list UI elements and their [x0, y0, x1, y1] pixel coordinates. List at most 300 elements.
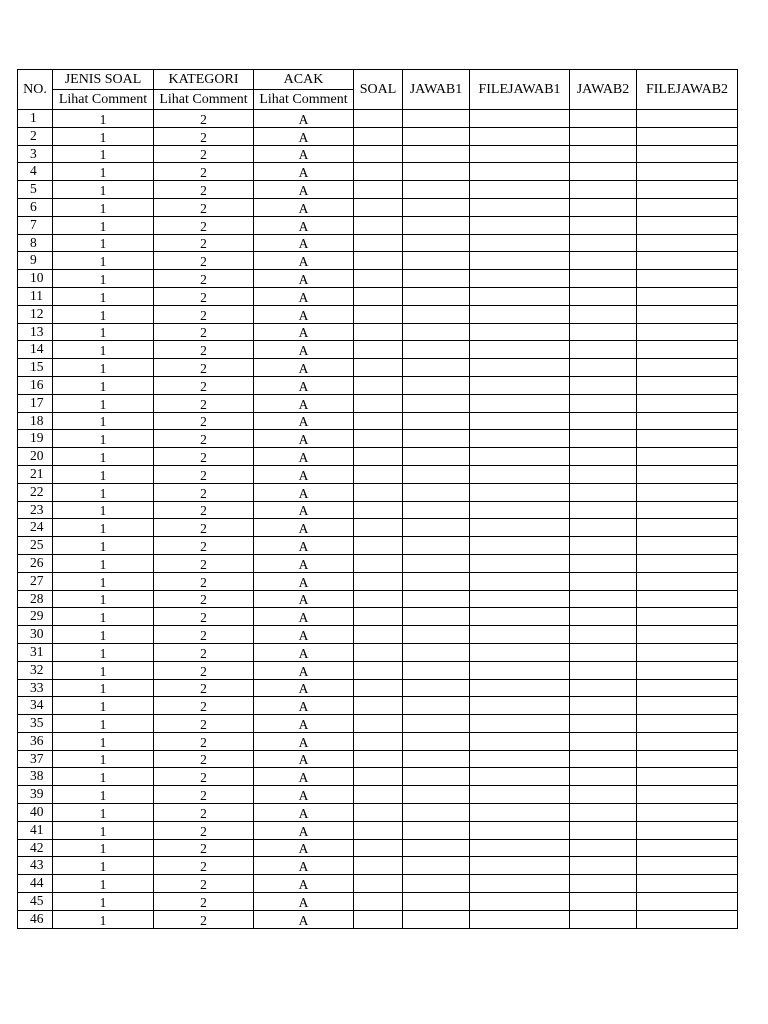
cell-filejawab2[interactable]	[637, 359, 738, 377]
cell-soal[interactable]	[354, 839, 403, 857]
cell-filejawab1[interactable]	[470, 679, 570, 697]
cell-jawab1[interactable]	[403, 359, 470, 377]
cell-jawab1[interactable]	[403, 697, 470, 715]
cell-jawab2[interactable]	[570, 750, 637, 768]
cell-acak[interactable]: A	[254, 448, 354, 466]
cell-jenis-soal[interactable]: 1	[53, 323, 154, 341]
cell-acak[interactable]: A	[254, 465, 354, 483]
cell-jawab2[interactable]	[570, 732, 637, 750]
cell-jawab1[interactable]	[403, 110, 470, 128]
cell-acak[interactable]: A	[254, 341, 354, 359]
cell-soal[interactable]	[354, 554, 403, 572]
cell-filejawab2[interactable]	[637, 181, 738, 199]
cell-jawab2[interactable]	[570, 501, 637, 519]
cell-acak[interactable]: A	[254, 323, 354, 341]
cell-acak[interactable]: A	[254, 554, 354, 572]
cell-jawab2[interactable]	[570, 483, 637, 501]
cell-jenis-soal[interactable]: 1	[53, 590, 154, 608]
cell-acak[interactable]: A	[254, 127, 354, 145]
cell-jawab2[interactable]	[570, 145, 637, 163]
cell-acak[interactable]: A	[254, 198, 354, 216]
cell-jawab2[interactable]	[570, 768, 637, 786]
cell-filejawab2[interactable]	[637, 483, 738, 501]
cell-filejawab2[interactable]	[637, 430, 738, 448]
cell-no[interactable]: 36	[18, 732, 53, 750]
cell-acak[interactable]: A	[254, 910, 354, 928]
cell-filejawab1[interactable]	[470, 839, 570, 857]
cell-no[interactable]: 46	[18, 910, 53, 928]
cell-jenis-soal[interactable]: 1	[53, 857, 154, 875]
cell-soal[interactable]	[354, 394, 403, 412]
cell-soal[interactable]	[354, 181, 403, 199]
cell-soal[interactable]	[354, 679, 403, 697]
cell-filejawab2[interactable]	[637, 875, 738, 893]
cell-filejawab2[interactable]	[637, 198, 738, 216]
cell-acak[interactable]: A	[254, 768, 354, 786]
cell-jenis-soal[interactable]: 1	[53, 893, 154, 911]
cell-soal[interactable]	[354, 359, 403, 377]
cell-no[interactable]: 33	[18, 679, 53, 697]
cell-jawab2[interactable]	[570, 448, 637, 466]
cell-filejawab2[interactable]	[637, 448, 738, 466]
cell-kategori[interactable]: 2	[154, 198, 254, 216]
cell-kategori[interactable]: 2	[154, 110, 254, 128]
cell-filejawab1[interactable]	[470, 252, 570, 270]
cell-filejawab1[interactable]	[470, 127, 570, 145]
cell-filejawab2[interactable]	[637, 715, 738, 733]
cell-jawab1[interactable]	[403, 323, 470, 341]
cell-kategori[interactable]: 2	[154, 519, 254, 537]
cell-soal[interactable]	[354, 572, 403, 590]
cell-acak[interactable]: A	[254, 661, 354, 679]
cell-filejawab1[interactable]	[470, 786, 570, 804]
header-acak-comment[interactable]: Lihat Comment	[254, 90, 354, 110]
cell-jawab2[interactable]	[570, 198, 637, 216]
cell-kategori[interactable]: 2	[154, 341, 254, 359]
cell-filejawab2[interactable]	[637, 661, 738, 679]
cell-soal[interactable]	[354, 376, 403, 394]
cell-jawab1[interactable]	[403, 715, 470, 733]
cell-no[interactable]: 22	[18, 483, 53, 501]
cell-jawab2[interactable]	[570, 893, 637, 911]
cell-jenis-soal[interactable]: 1	[53, 875, 154, 893]
cell-filejawab2[interactable]	[637, 412, 738, 430]
cell-no[interactable]: 9	[18, 252, 53, 270]
cell-jenis-soal[interactable]: 1	[53, 198, 154, 216]
cell-jawab2[interactable]	[570, 697, 637, 715]
cell-filejawab1[interactable]	[470, 875, 570, 893]
cell-filejawab1[interactable]	[470, 715, 570, 733]
cell-no[interactable]: 10	[18, 270, 53, 288]
cell-jawab2[interactable]	[570, 305, 637, 323]
cell-soal[interactable]	[354, 323, 403, 341]
cell-acak[interactable]: A	[254, 537, 354, 555]
cell-filejawab2[interactable]	[637, 216, 738, 234]
cell-jawab2[interactable]	[570, 270, 637, 288]
cell-jawab1[interactable]	[403, 519, 470, 537]
cell-jawab1[interactable]	[403, 181, 470, 199]
cell-acak[interactable]: A	[254, 412, 354, 430]
cell-jawab1[interactable]	[403, 537, 470, 555]
cell-jenis-soal[interactable]: 1	[53, 697, 154, 715]
cell-no[interactable]: 20	[18, 448, 53, 466]
cell-filejawab1[interactable]	[470, 341, 570, 359]
cell-jenis-soal[interactable]: 1	[53, 465, 154, 483]
cell-kategori[interactable]: 2	[154, 181, 254, 199]
cell-jawab1[interactable]	[403, 127, 470, 145]
cell-jawab2[interactable]	[570, 910, 637, 928]
cell-filejawab2[interactable]	[637, 110, 738, 128]
cell-filejawab1[interactable]	[470, 412, 570, 430]
cell-jawab2[interactable]	[570, 590, 637, 608]
cell-no[interactable]: 28	[18, 590, 53, 608]
cell-soal[interactable]	[354, 287, 403, 305]
cell-acak[interactable]: A	[254, 697, 354, 715]
cell-jawab1[interactable]	[403, 821, 470, 839]
cell-acak[interactable]: A	[254, 376, 354, 394]
cell-acak[interactable]: A	[254, 287, 354, 305]
cell-jawab2[interactable]	[570, 679, 637, 697]
cell-no[interactable]: 34	[18, 697, 53, 715]
cell-filejawab1[interactable]	[470, 537, 570, 555]
cell-jawab1[interactable]	[403, 608, 470, 626]
cell-jenis-soal[interactable]: 1	[53, 270, 154, 288]
cell-jenis-soal[interactable]: 1	[53, 287, 154, 305]
cell-jawab1[interactable]	[403, 252, 470, 270]
cell-no[interactable]: 6	[18, 198, 53, 216]
cell-acak[interactable]: A	[254, 501, 354, 519]
cell-jawab1[interactable]	[403, 163, 470, 181]
cell-acak[interactable]: A	[254, 359, 354, 377]
cell-jawab2[interactable]	[570, 216, 637, 234]
cell-soal[interactable]	[354, 893, 403, 911]
cell-soal[interactable]	[354, 661, 403, 679]
cell-acak[interactable]: A	[254, 519, 354, 537]
cell-acak[interactable]: A	[254, 234, 354, 252]
cell-jawab1[interactable]	[403, 893, 470, 911]
cell-filejawab1[interactable]	[470, 430, 570, 448]
cell-jawab1[interactable]	[403, 750, 470, 768]
cell-kategori[interactable]: 2	[154, 661, 254, 679]
cell-jawab1[interactable]	[403, 572, 470, 590]
cell-filejawab2[interactable]	[637, 643, 738, 661]
cell-kategori[interactable]: 2	[154, 554, 254, 572]
cell-kategori[interactable]: 2	[154, 216, 254, 234]
cell-soal[interactable]	[354, 608, 403, 626]
cell-jenis-soal[interactable]: 1	[53, 359, 154, 377]
cell-jawab1[interactable]	[403, 554, 470, 572]
cell-kategori[interactable]: 2	[154, 572, 254, 590]
cell-filejawab1[interactable]	[470, 750, 570, 768]
cell-filejawab1[interactable]	[470, 893, 570, 911]
header-kategori-comment[interactable]: Lihat Comment	[154, 90, 254, 110]
cell-kategori[interactable]: 2	[154, 893, 254, 911]
cell-filejawab2[interactable]	[637, 697, 738, 715]
cell-jenis-soal[interactable]: 1	[53, 715, 154, 733]
cell-no[interactable]: 39	[18, 786, 53, 804]
cell-filejawab1[interactable]	[470, 519, 570, 537]
cell-jenis-soal[interactable]: 1	[53, 252, 154, 270]
cell-filejawab1[interactable]	[470, 305, 570, 323]
cell-jenis-soal[interactable]: 1	[53, 501, 154, 519]
cell-kategori[interactable]: 2	[154, 786, 254, 804]
cell-acak[interactable]: A	[254, 590, 354, 608]
cell-filejawab1[interactable]	[470, 376, 570, 394]
cell-filejawab2[interactable]	[637, 537, 738, 555]
cell-kategori[interactable]: 2	[154, 821, 254, 839]
cell-no[interactable]: 44	[18, 875, 53, 893]
cell-jenis-soal[interactable]: 1	[53, 679, 154, 697]
cell-acak[interactable]: A	[254, 216, 354, 234]
cell-filejawab2[interactable]	[637, 768, 738, 786]
cell-jawab2[interactable]	[570, 394, 637, 412]
cell-jawab1[interactable]	[403, 626, 470, 644]
cell-jawab1[interactable]	[403, 270, 470, 288]
cell-filejawab1[interactable]	[470, 910, 570, 928]
cell-jawab1[interactable]	[403, 643, 470, 661]
cell-soal[interactable]	[354, 430, 403, 448]
cell-no[interactable]: 30	[18, 626, 53, 644]
cell-no[interactable]: 15	[18, 359, 53, 377]
cell-soal[interactable]	[354, 537, 403, 555]
cell-filejawab1[interactable]	[470, 110, 570, 128]
cell-acak[interactable]: A	[254, 857, 354, 875]
cell-filejawab2[interactable]	[637, 519, 738, 537]
cell-kategori[interactable]: 2	[154, 750, 254, 768]
cell-jawab2[interactable]	[570, 110, 637, 128]
cell-acak[interactable]: A	[254, 252, 354, 270]
cell-no[interactable]: 43	[18, 857, 53, 875]
cell-filejawab1[interactable]	[470, 465, 570, 483]
cell-filejawab2[interactable]	[637, 786, 738, 804]
cell-jawab1[interactable]	[403, 839, 470, 857]
cell-jawab2[interactable]	[570, 287, 637, 305]
cell-kategori[interactable]: 2	[154, 287, 254, 305]
cell-soal[interactable]	[354, 732, 403, 750]
cell-jawab1[interactable]	[403, 376, 470, 394]
cell-acak[interactable]: A	[254, 732, 354, 750]
cell-jawab1[interactable]	[403, 305, 470, 323]
cell-kategori[interactable]: 2	[154, 697, 254, 715]
cell-jawab2[interactable]	[570, 857, 637, 875]
cell-jenis-soal[interactable]: 1	[53, 376, 154, 394]
cell-acak[interactable]: A	[254, 643, 354, 661]
cell-jenis-soal[interactable]: 1	[53, 910, 154, 928]
cell-soal[interactable]	[354, 857, 403, 875]
cell-no[interactable]: 1	[18, 110, 53, 128]
cell-filejawab2[interactable]	[637, 626, 738, 644]
cell-jawab1[interactable]	[403, 216, 470, 234]
cell-kategori[interactable]: 2	[154, 643, 254, 661]
cell-soal[interactable]	[354, 465, 403, 483]
cell-jawab2[interactable]	[570, 643, 637, 661]
cell-jenis-soal[interactable]: 1	[53, 412, 154, 430]
cell-jawab2[interactable]	[570, 341, 637, 359]
cell-filejawab2[interactable]	[637, 554, 738, 572]
cell-jawab2[interactable]	[570, 554, 637, 572]
cell-kategori[interactable]: 2	[154, 323, 254, 341]
cell-kategori[interactable]: 2	[154, 465, 254, 483]
cell-jawab1[interactable]	[403, 394, 470, 412]
cell-jawab2[interactable]	[570, 252, 637, 270]
cell-jenis-soal[interactable]: 1	[53, 181, 154, 199]
cell-no[interactable]: 7	[18, 216, 53, 234]
cell-jawab1[interactable]	[403, 661, 470, 679]
cell-kategori[interactable]: 2	[154, 305, 254, 323]
cell-filejawab2[interactable]	[637, 732, 738, 750]
cell-jenis-soal[interactable]: 1	[53, 839, 154, 857]
cell-jenis-soal[interactable]: 1	[53, 341, 154, 359]
cell-jenis-soal[interactable]: 1	[53, 110, 154, 128]
cell-filejawab1[interactable]	[470, 483, 570, 501]
cell-filejawab2[interactable]	[637, 590, 738, 608]
cell-filejawab2[interactable]	[637, 910, 738, 928]
cell-no[interactable]: 27	[18, 572, 53, 590]
cell-jawab2[interactable]	[570, 234, 637, 252]
cell-filejawab1[interactable]	[470, 448, 570, 466]
cell-jenis-soal[interactable]: 1	[53, 750, 154, 768]
header-jenis-soal-comment[interactable]: Lihat Comment	[53, 90, 154, 110]
cell-jawab2[interactable]	[570, 608, 637, 626]
cell-jenis-soal[interactable]: 1	[53, 305, 154, 323]
cell-kategori[interactable]: 2	[154, 910, 254, 928]
cell-no[interactable]: 35	[18, 715, 53, 733]
cell-jenis-soal[interactable]: 1	[53, 643, 154, 661]
cell-filejawab2[interactable]	[637, 287, 738, 305]
cell-filejawab1[interactable]	[470, 732, 570, 750]
cell-filejawab2[interactable]	[637, 252, 738, 270]
cell-kategori[interactable]: 2	[154, 537, 254, 555]
cell-no[interactable]: 45	[18, 893, 53, 911]
cell-jawab1[interactable]	[403, 590, 470, 608]
cell-filejawab1[interactable]	[470, 554, 570, 572]
cell-filejawab2[interactable]	[637, 804, 738, 822]
cell-no[interactable]: 17	[18, 394, 53, 412]
cell-jenis-soal[interactable]: 1	[53, 163, 154, 181]
cell-no[interactable]: 18	[18, 412, 53, 430]
cell-kategori[interactable]: 2	[154, 590, 254, 608]
cell-no[interactable]: 12	[18, 305, 53, 323]
cell-jawab1[interactable]	[403, 430, 470, 448]
cell-filejawab2[interactable]	[637, 163, 738, 181]
cell-filejawab2[interactable]	[637, 679, 738, 697]
cell-kategori[interactable]: 2	[154, 804, 254, 822]
cell-acak[interactable]: A	[254, 786, 354, 804]
cell-jawab2[interactable]	[570, 875, 637, 893]
cell-filejawab2[interactable]	[637, 145, 738, 163]
cell-no[interactable]: 42	[18, 839, 53, 857]
cell-filejawab1[interactable]	[470, 768, 570, 786]
cell-filejawab2[interactable]	[637, 750, 738, 768]
cell-soal[interactable]	[354, 412, 403, 430]
cell-jenis-soal[interactable]: 1	[53, 234, 154, 252]
cell-filejawab1[interactable]	[470, 287, 570, 305]
cell-soal[interactable]	[354, 234, 403, 252]
cell-no[interactable]: 38	[18, 768, 53, 786]
cell-no[interactable]: 11	[18, 287, 53, 305]
cell-jawab2[interactable]	[570, 323, 637, 341]
cell-filejawab2[interactable]	[637, 323, 738, 341]
cell-jawab2[interactable]	[570, 163, 637, 181]
cell-filejawab1[interactable]	[470, 198, 570, 216]
cell-soal[interactable]	[354, 270, 403, 288]
cell-jawab2[interactable]	[570, 572, 637, 590]
cell-jawab1[interactable]	[403, 341, 470, 359]
cell-soal[interactable]	[354, 252, 403, 270]
cell-filejawab1[interactable]	[470, 821, 570, 839]
cell-acak[interactable]: A	[254, 626, 354, 644]
cell-jenis-soal[interactable]: 1	[53, 537, 154, 555]
cell-filejawab1[interactable]	[470, 394, 570, 412]
cell-jenis-soal[interactable]: 1	[53, 519, 154, 537]
cell-filejawab2[interactable]	[637, 893, 738, 911]
cell-filejawab1[interactable]	[470, 359, 570, 377]
cell-jenis-soal[interactable]: 1	[53, 554, 154, 572]
cell-jenis-soal[interactable]: 1	[53, 786, 154, 804]
cell-kategori[interactable]: 2	[154, 501, 254, 519]
cell-filejawab2[interactable]	[637, 305, 738, 323]
cell-filejawab2[interactable]	[637, 821, 738, 839]
cell-jawab2[interactable]	[570, 412, 637, 430]
cell-jenis-soal[interactable]: 1	[53, 145, 154, 163]
cell-jawab2[interactable]	[570, 465, 637, 483]
cell-no[interactable]: 5	[18, 181, 53, 199]
cell-acak[interactable]: A	[254, 875, 354, 893]
cell-kategori[interactable]: 2	[154, 359, 254, 377]
cell-soal[interactable]	[354, 643, 403, 661]
cell-jenis-soal[interactable]: 1	[53, 732, 154, 750]
cell-soal[interactable]	[354, 127, 403, 145]
cell-filejawab2[interactable]	[637, 341, 738, 359]
cell-jenis-soal[interactable]: 1	[53, 821, 154, 839]
cell-soal[interactable]	[354, 198, 403, 216]
cell-jawab2[interactable]	[570, 804, 637, 822]
cell-soal[interactable]	[354, 145, 403, 163]
cell-kategori[interactable]: 2	[154, 626, 254, 644]
cell-acak[interactable]: A	[254, 110, 354, 128]
cell-acak[interactable]: A	[254, 804, 354, 822]
cell-soal[interactable]	[354, 821, 403, 839]
cell-kategori[interactable]: 2	[154, 234, 254, 252]
cell-filejawab1[interactable]	[470, 804, 570, 822]
cell-acak[interactable]: A	[254, 839, 354, 857]
cell-jawab2[interactable]	[570, 821, 637, 839]
cell-jawab2[interactable]	[570, 715, 637, 733]
cell-filejawab1[interactable]	[470, 145, 570, 163]
cell-no[interactable]: 23	[18, 501, 53, 519]
cell-jawab2[interactable]	[570, 181, 637, 199]
cell-kategori[interactable]: 2	[154, 839, 254, 857]
cell-kategori[interactable]: 2	[154, 875, 254, 893]
cell-acak[interactable]: A	[254, 679, 354, 697]
cell-filejawab2[interactable]	[637, 839, 738, 857]
cell-filejawab1[interactable]	[470, 661, 570, 679]
cell-soal[interactable]	[354, 163, 403, 181]
cell-acak[interactable]: A	[254, 270, 354, 288]
cell-acak[interactable]: A	[254, 430, 354, 448]
cell-kategori[interactable]: 2	[154, 608, 254, 626]
cell-jenis-soal[interactable]: 1	[53, 768, 154, 786]
cell-filejawab2[interactable]	[637, 608, 738, 626]
cell-jawab2[interactable]	[570, 519, 637, 537]
cell-acak[interactable]: A	[254, 821, 354, 839]
cell-soal[interactable]	[354, 875, 403, 893]
cell-jawab1[interactable]	[403, 679, 470, 697]
cell-filejawab1[interactable]	[470, 270, 570, 288]
cell-no[interactable]: 13	[18, 323, 53, 341]
cell-soal[interactable]	[354, 110, 403, 128]
cell-kategori[interactable]: 2	[154, 127, 254, 145]
